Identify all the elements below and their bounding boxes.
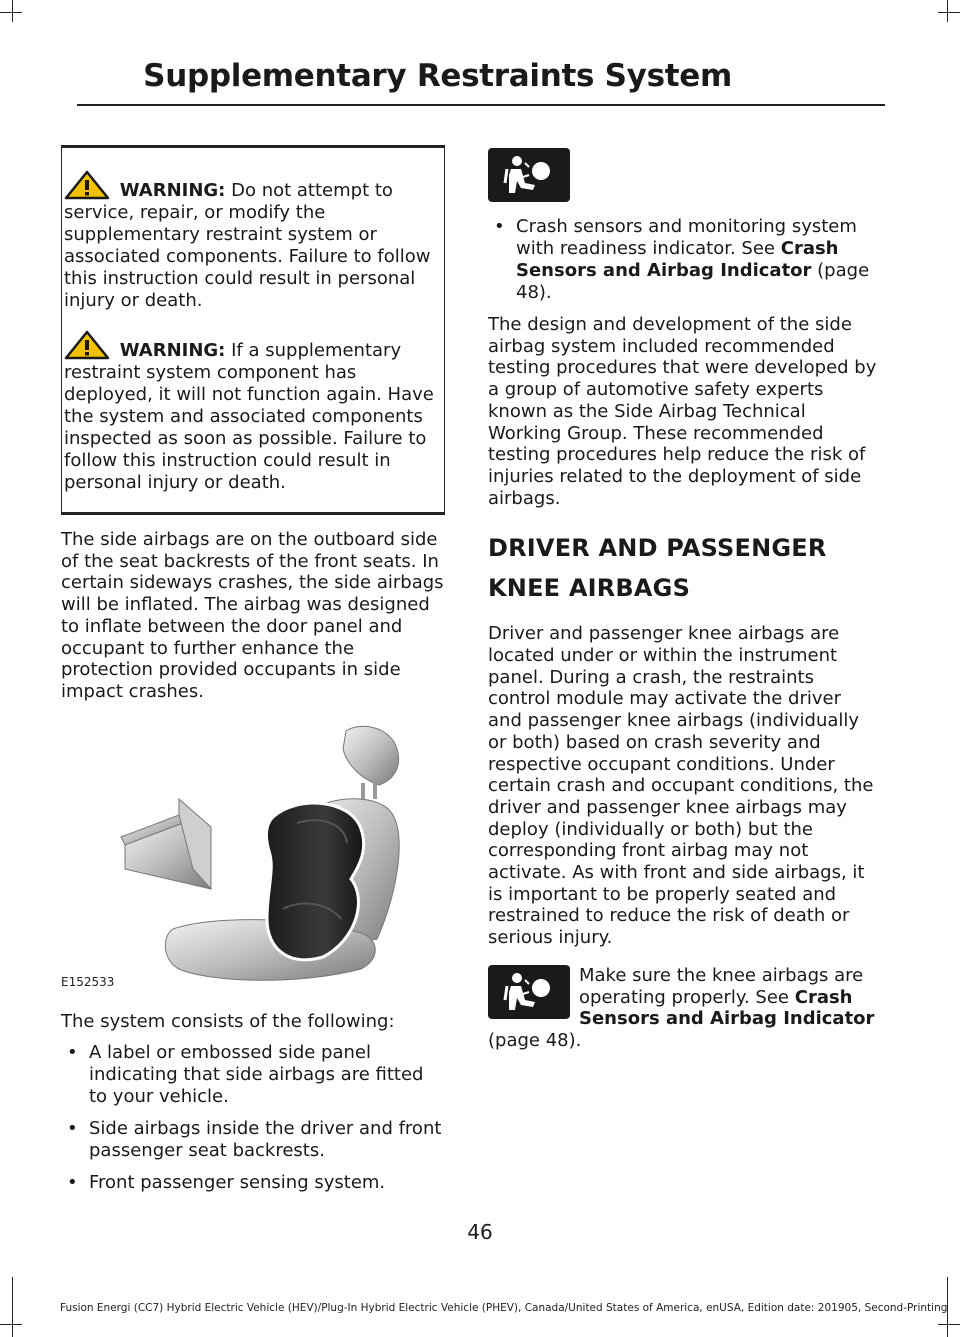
section-heading-line1: DRIVER AND PASSENGER	[488, 534, 827, 563]
side-airbag-figure	[61, 719, 445, 989]
crash-sensors-link[interactable]: Crash Sensors and Airbag Indicator	[579, 986, 875, 1030]
crash-sensors-link[interactable]: Crash Sensors and Airbag Indicator	[516, 238, 839, 281]
knee-airbag-paragraph: Driver and passenger knee airbags are located under or within the instrument panel. During a crash, the restraints control module may activate the driver and passenger knee airbags (individually or both) based on crash severity and respective occupant conditions. Under certain crash and occupant conditions, the driver and passenger knee airbags may deploy (individually or both) but the corresponding front airbag may not activate. As with front and side airbags, it is important to be properly seated and restrained to reduce the risk of death or serious injury.	[488, 623, 874, 949]
section-heading	[488, 533, 880, 603]
page-title: Supplementary Restraints System	[143, 58, 732, 94]
warning-text: If a supplementary restraint system component has deployed, it will not function again. Have the system and associated components inspected as soon as possible. Failure to follow this instruction could result in personal injury or death.	[64, 340, 434, 493]
warning-triangle-icon	[64, 170, 110, 200]
crop-mark-bottom-right-h	[938, 1324, 960, 1325]
page-number: 46	[467, 1220, 493, 1244]
list-item: • Side airbags inside the driver and front passenger seat backrests.	[61, 1118, 445, 1162]
crop-mark-top-left-h	[0, 12, 22, 13]
warning-triangle-icon	[64, 330, 110, 360]
design-paragraph: The design and development of the side airbag system included recommended testing procedures that were developed by a group of automotive safety experts known as the Side Airbag Technical Working Group. These recommended testing procedures help reduce the risk of injuries related to the deployment of side airbags.	[488, 314, 877, 509]
airbag-indicator-tile	[488, 965, 570, 1019]
crop-mark-bottom-left-v	[12, 1277, 13, 1337]
crop-mark-top-right-h	[938, 12, 960, 13]
warning-label: WARNING:	[119, 180, 226, 201]
crop-mark-bottom-left-h	[0, 1324, 22, 1325]
airbag-indicator-icon	[501, 970, 557, 1014]
airbag-indicator-tile	[488, 148, 570, 202]
sensor-item-page: (page 48).	[516, 260, 870, 303]
warning-label: WARNING:	[119, 340, 226, 361]
section-heading-line2: KNEE AIRBAGS	[488, 574, 691, 603]
warning-box	[61, 145, 445, 515]
list-item: • Front passenger sensing system.	[61, 1172, 445, 1194]
figure-code: E152533	[61, 974, 115, 989]
list-item	[488, 216, 880, 304]
warning-1	[64, 170, 440, 312]
side-airbag-seat-illustration	[61, 719, 445, 989]
knee-check-page: (page 48).	[488, 1029, 582, 1051]
knee-check-row	[488, 965, 880, 1052]
crop-mark-top-right-v	[947, 0, 948, 22]
warning-text: Do not attempt to service, repair, or modify the supplementary restraint system or associated components. Failure to follow this instruction could result in personal injury or death.	[64, 180, 431, 311]
knee-check-text	[579, 965, 880, 1030]
footer-text: Fusion Energi (CC7) Hybrid Electric Vehicle (HEV)/Plug-In Hybrid Electric Vehicle (PHEV), Canada/United States of America, enUSA, Edition date: 201905, Second-Printing	[60, 1302, 948, 1314]
warning-2	[64, 330, 440, 494]
side-airbag-intro: The side airbags are on the outboard side of the seat backrests of the front seats. In certain sideways crashes, the side airbags will be inflated. The airbag was designed to inflate between the door panel and occupant to further enhance the protection provided occupants in side impact crashes.	[61, 529, 444, 702]
right-column	[488, 148, 880, 1052]
system-intro: The system consists of the following:	[61, 1010, 395, 1032]
system-list	[61, 1042, 445, 1194]
list-item: • A label or embossed side panel indicating that side airbags are fitted to your vehicle.	[61, 1042, 445, 1108]
crop-mark-top-left-v	[12, 0, 13, 22]
airbag-indicator-icon	[501, 153, 557, 197]
sensor-list	[488, 216, 880, 304]
crop-mark-bottom-right-v	[947, 1277, 948, 1337]
knee-check-sentence: Make sure the knee airbags are operating properly. See	[579, 964, 864, 1008]
left-column	[61, 145, 445, 1204]
sensor-item-text: Crash sensors and monitoring system with readiness indicator. See	[516, 216, 857, 259]
header-rule	[77, 104, 885, 106]
